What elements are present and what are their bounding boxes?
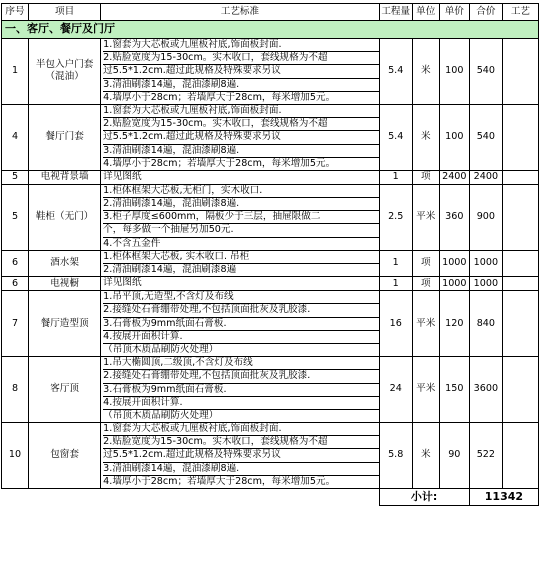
standard-line: 1.吊平顶,无造型,不含灯及布线 [103, 291, 379, 304]
row-qty: 1 [379, 277, 412, 291]
section-row [2, 21, 539, 39]
row-total: 900 [469, 184, 502, 250]
row-no: 1 [2, 39, 29, 105]
row-craft [502, 184, 538, 250]
standard-line: （吊顶木质品刷防火处理） [103, 409, 219, 421]
standard-line: 2.贴脸宽度为15-30cm。实木收口，套线规格为不超 [103, 436, 379, 449]
header-price: 单价 [439, 4, 469, 21]
standard-line: 详见图纸 [103, 277, 142, 289]
row-unit: 米 [412, 39, 439, 105]
row-standard [101, 170, 380, 184]
standard-line: 详见图纸 [103, 170, 142, 182]
table-row [2, 250, 539, 276]
row-craft [502, 170, 538, 184]
row-item: 酒水架 [29, 250, 101, 276]
header-craft: 工艺 [502, 4, 538, 21]
standard-line: 1.窗套为大芯板或九厘板衬底,饰面板封面. [103, 423, 379, 436]
row-unit: 米 [412, 423, 439, 489]
table-row [2, 277, 539, 291]
row-total: 1000 [469, 250, 502, 276]
table-row [2, 423, 539, 489]
subtotal-gap [439, 489, 469, 506]
row-total: 540 [469, 104, 502, 170]
standard-line: 3.清油刷漆14遍，混油漆刷8遍. [103, 145, 379, 158]
section-title: 一、客厅、餐厅及门厅 [2, 21, 539, 39]
row-standard [101, 250, 380, 276]
row-qty: 16 [379, 291, 412, 357]
row-price: 1000 [439, 250, 469, 276]
row-no: 8 [2, 357, 29, 423]
row-price: 90 [439, 423, 469, 489]
table-row [2, 184, 539, 250]
standard-line: 4.按展开面积计算. [103, 331, 379, 344]
header-qty: 工程量 [379, 4, 412, 21]
row-standard [101, 291, 380, 357]
table-row [2, 291, 539, 357]
row-item: 电视橱 [29, 277, 101, 291]
standard-line: 3.石膏板为9mm纸面石膏板. [103, 318, 379, 331]
row-craft [502, 291, 538, 357]
row-no: 5 [2, 184, 29, 250]
quotation-table [1, 3, 539, 506]
row-no: 4 [2, 104, 29, 170]
row-unit: 平米 [412, 357, 439, 423]
table-row [2, 357, 539, 423]
standard-line: 2.贴脸宽度为15-30cm。实木收口，套线规格为不超 [103, 52, 379, 65]
row-qty: 1 [379, 170, 412, 184]
standard-line: 3.柜子厚度≤600mm，隔板少于三层，抽屉限做二 [103, 211, 379, 224]
row-no: 10 [2, 423, 29, 489]
row-craft [502, 277, 538, 291]
row-craft [502, 250, 538, 276]
standard-line: 1.窗套为大芯板或九厘板衬底,饰面板封面. [103, 39, 379, 52]
row-price: 100 [439, 104, 469, 170]
standard-line: 过5.5*1.2cm.超过此规格及特殊要求另议 [103, 131, 379, 144]
standard-line: 过5.5*1.2cm.超过此规格及特殊要求另议 [103, 65, 379, 78]
standard-line: 3.清油刷漆14遍，混油漆刷8遍. [103, 79, 379, 92]
row-craft [502, 423, 538, 489]
standard-line: 2.清油刷漆14遍，混油刷漆8遍 [103, 264, 237, 275]
row-qty: 24 [379, 357, 412, 423]
row-no: 6 [2, 277, 29, 291]
row-unit: 平米 [412, 184, 439, 250]
header-item: 项目 [29, 4, 101, 21]
row-no: 5 [2, 170, 29, 184]
standard-line: 4.按展开面积计算. [103, 397, 379, 410]
row-craft [502, 357, 538, 423]
standard-line: 过5.5*1.2cm.超过此规格及特殊要求另议 [103, 449, 379, 462]
standard-line: 1.吊大椭圆顶,二级顶,不含灯及布线 [103, 357, 379, 370]
standard-line: 2.接缝处石膏绷带处理,不包括顶面批灰及乳胶漆. [103, 370, 379, 383]
row-qty: 1 [379, 250, 412, 276]
subtotal-row [2, 489, 539, 506]
row-total: 3600 [469, 357, 502, 423]
row-craft [502, 104, 538, 170]
subtotal-label: 小计: [379, 489, 439, 506]
subtotal-spacer [2, 489, 380, 506]
standard-line: 1.柜体框架大芯板,无柜门，实木收口. [103, 185, 379, 198]
table-row [2, 39, 539, 105]
header-no: 序号 [2, 4, 29, 21]
row-item: 电视背景墙 [29, 170, 101, 184]
row-craft [502, 39, 538, 105]
row-item: 客厅顶 [29, 357, 101, 423]
row-total: 522 [469, 423, 502, 489]
row-total: 1000 [469, 277, 502, 291]
row-unit: 平米 [412, 291, 439, 357]
row-no: 7 [2, 291, 29, 357]
standard-line: 1.柜体框架大芯板, 实木收口. 吊柜 [103, 251, 379, 264]
header-total: 合价 [469, 4, 502, 21]
table-row [2, 170, 539, 184]
row-unit: 米 [412, 104, 439, 170]
row-price: 360 [439, 184, 469, 250]
standard-line: （吊顶木质品刷防火处理） [103, 343, 219, 355]
row-qty: 5.8 [379, 423, 412, 489]
standard-line: 4.墙厚小于28cm；若墙厚大于28cm，每米增加5元。 [103, 475, 336, 487]
table-row [2, 104, 539, 170]
standard-line: 3.石膏板为9mm纸面石膏板. [103, 384, 379, 397]
row-total: 540 [469, 39, 502, 105]
row-standard [101, 357, 380, 423]
standard-line: 2.贴脸宽度为15-30cm。实木收口，套线规格为不超 [103, 118, 379, 131]
row-standard [101, 423, 380, 489]
row-item: 餐厅门套 [29, 104, 101, 170]
row-price: 100 [439, 39, 469, 105]
row-qty: 5.4 [379, 39, 412, 105]
header-row [2, 4, 539, 21]
row-price: 1000 [439, 277, 469, 291]
row-total: 840 [469, 291, 502, 357]
standard-line: 3.清油刷漆14遍，混油漆刷8遍. [103, 463, 379, 476]
row-standard [101, 104, 380, 170]
row-item: 鞋柜（无门） [29, 184, 101, 250]
row-price: 2400 [439, 170, 469, 184]
standard-line: 4.不含五金件 [103, 237, 161, 249]
header-unit: 单位 [412, 4, 439, 21]
row-unit: 项 [412, 250, 439, 276]
row-qty: 2.5 [379, 184, 412, 250]
standard-line: 个，每多做一个抽屉另加50元. [103, 224, 379, 237]
row-standard [101, 39, 380, 105]
subtotal-value: 11342 [469, 489, 538, 506]
row-total: 2400 [469, 170, 502, 184]
row-standard [101, 277, 380, 291]
row-standard [101, 184, 380, 250]
row-item: 包窗套 [29, 423, 101, 489]
row-item: 餐厅造型顶 [29, 291, 101, 357]
header-standard: 工艺标准 [101, 4, 380, 21]
standard-line: 2.清油刷漆14遍，混油刷漆8遍. [103, 198, 379, 211]
standard-line: 2.接缝处石膏绷带处理,不包括顶面批灰及乳胶漆. [103, 304, 379, 317]
row-price: 150 [439, 357, 469, 423]
row-item: 半包入户门套（混油） [29, 39, 101, 105]
row-no: 6 [2, 250, 29, 276]
standard-line: 4.墙厚小于28cm；若墙厚大于28cm，每米增加5元。 [103, 157, 336, 169]
row-unit: 项 [412, 170, 439, 184]
standard-line: 4.墙厚小于28cm；若墙厚大于28cm，每米增加5元。 [103, 91, 336, 103]
row-price: 120 [439, 291, 469, 357]
row-unit: 项 [412, 277, 439, 291]
row-qty: 5.4 [379, 104, 412, 170]
standard-line: 1.窗套为大芯板或九厘板衬底,饰面板封面. [103, 105, 379, 118]
